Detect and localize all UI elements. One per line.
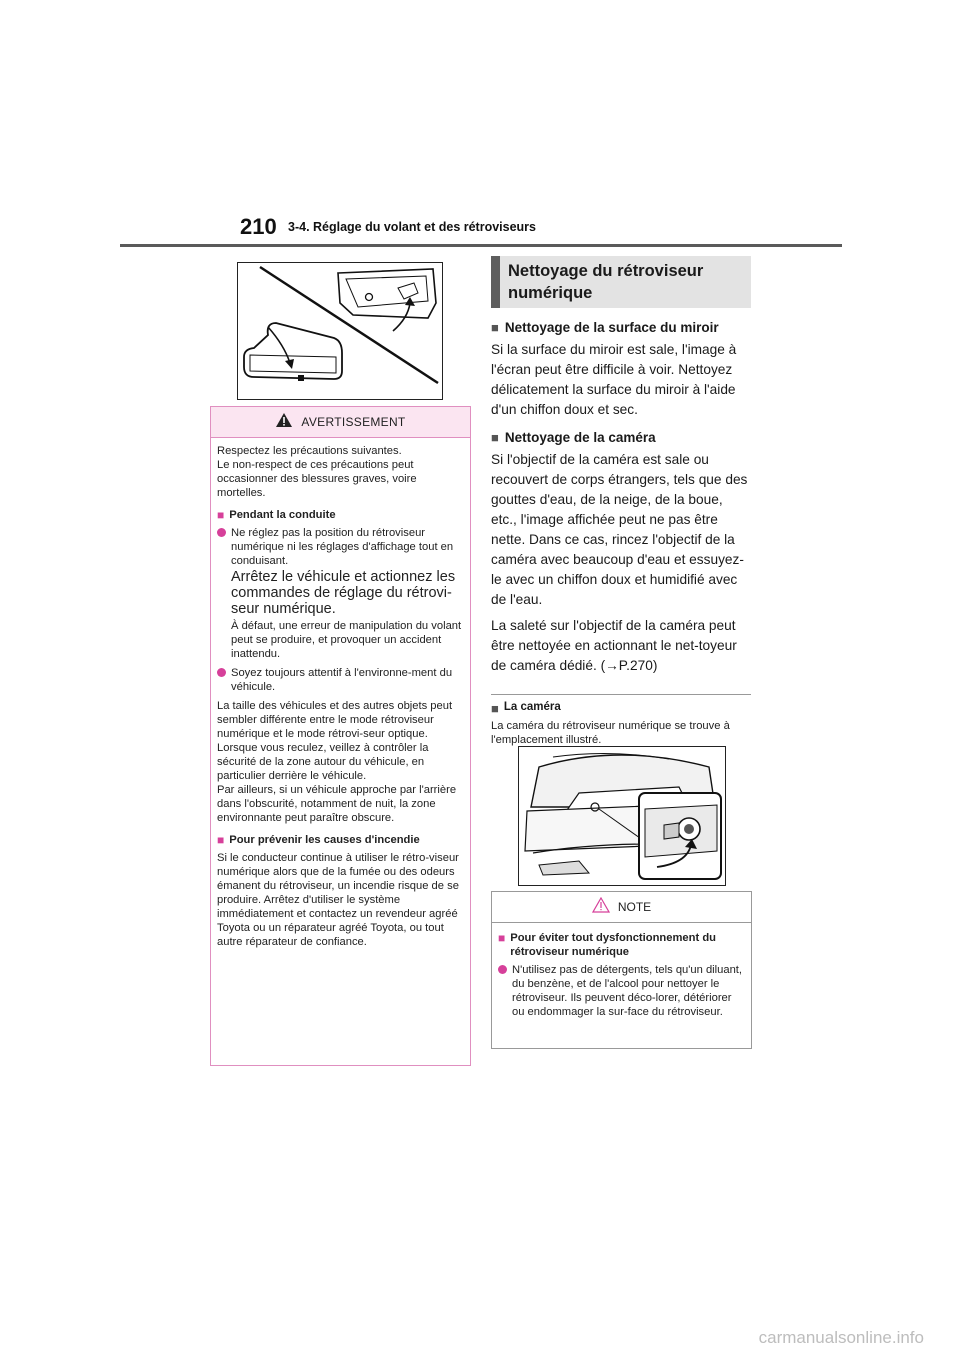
- camera-para2: La saleté sur l'objectif de la caméra peut être nettoyée en actionnant le net-toyeur de caméra dédié. (→P.270): [491, 618, 737, 673]
- warning-intro: [217, 444, 464, 500]
- bullet-dot-icon: [498, 965, 507, 974]
- list-item: [217, 526, 464, 661]
- camera-para1: Si l'objectif de la caméra est sale ou recouvert de corps étrangers, tels que des gouttes d'eau, de la neige, de la boue, etc., l'image affichée peut ne pas être nette. Dans ce cas, rincez l'objectif de la caméra avec beaucoup d'eau et essuyez-le avec un chiffon doux et humidifié avec de l'eau.: [491, 452, 748, 607]
- camera-drawing: [519, 747, 725, 885]
- square-bullet-icon: ■: [498, 931, 506, 945]
- page-number: 210: [240, 214, 277, 239]
- warning-intro-line1: Respectez les précautions suivantes.: [217, 445, 402, 457]
- header-rule: [120, 244, 842, 247]
- location-heading: [491, 701, 751, 716]
- square-bullet-icon: ■: [491, 430, 499, 445]
- square-bullet-icon: ■: [217, 508, 225, 522]
- warning-para3: Par ailleurs, si un véhicule approche par l'arrière dans l'obscurité, notamment de nuit, la zone environnante peut paraître obscure.: [217, 784, 457, 824]
- warning-paragraphs: [217, 699, 464, 825]
- location-para: La caméra du rétroviseur numérique se trouve à l'emplacement illustré.: [491, 720, 730, 746]
- note-bullet-text: N'utilisez pas de détergents, tels qu'un diluant, du benzène, et de l'alcool pour nettoyer le rétroviseur. Ils peuvent déco-lorer, détériorer ou endommager la sur-face du rétroviseur.: [512, 964, 743, 1018]
- mirror-heading: [491, 320, 751, 335]
- warning-header: [211, 407, 470, 438]
- note-title: NOTE: [617, 900, 652, 914]
- driving-heading-text: Pendant la conduite: [229, 509, 336, 521]
- mirror-heading-text: Nettoyage de la surface du miroir: [504, 320, 719, 335]
- running-header: 3-4. Réglage du volant et des rétroviseurs: [288, 220, 536, 234]
- bullet1-line-b: Arrêtez le véhicule et actionnez les commandes de réglage du rétrovi-seur numérique.: [231, 569, 456, 617]
- caution-triangle-icon: [592, 897, 610, 918]
- driving-heading: [217, 508, 464, 522]
- fire-para: Si le conducteur continue à utiliser le rétro-viseur numérique alors que de la fumée ou des odeurs émanent du rétroviseur, un incendie risque de se produire. Arrêtez d'utiliser le système immédiatement et contactez un revendeur agréé Toyota ou un réparateur agréé Toyota, ou tout autre réparateur de confiance.: [217, 852, 459, 948]
- mirror-drawing: [238, 263, 442, 399]
- location-heading-text: La caméra: [503, 701, 561, 713]
- bullet-text: [512, 963, 745, 1019]
- warning-title: AVERTISSEMENT: [301, 415, 406, 429]
- square-bullet-icon: ■: [491, 701, 499, 716]
- bullet2-text: Soyez toujours attentif à l'environne-ment du véhicule.: [231, 667, 453, 693]
- section-title-line1: Nettoyage du rétroviseur: [508, 262, 704, 280]
- camera-illustration: [518, 746, 726, 886]
- bullet-dot-icon: [217, 668, 226, 677]
- warning-body: [211, 438, 470, 949]
- bullet-text: [231, 666, 464, 694]
- note-header: [492, 892, 751, 923]
- note-heading: [498, 931, 745, 959]
- camera-heading: [491, 430, 751, 445]
- fire-heading: [217, 833, 464, 847]
- cleaning-section: [491, 256, 751, 747]
- warning-para2: Lorsque vous reculez, veillez à contrôler la sécurité de la zone autour du véhicule, en particulier derrière le véhicule.: [217, 742, 429, 782]
- mirror-para: Si la surface du miroir est sale, l'image à l'écran peut être difficile à voir. Nettoyez délicatement la surface du miroir à l'aide d'un chiffon doux et sec.: [491, 342, 737, 417]
- bullet-dot-icon: [217, 528, 226, 537]
- list-item: [498, 963, 745, 1019]
- fire-heading-text: Pour prévenir les causes d'incendie: [229, 834, 420, 846]
- square-bullet-icon: ■: [491, 320, 499, 335]
- warning-para1: La taille des véhicules et des autres objets peut sembler différente entre le mode rétroviseur numérique et le mode rétrovi-seur optique.: [217, 700, 453, 740]
- divider: [491, 694, 751, 695]
- note-box: [491, 891, 752, 1049]
- camera-heading-text: Nettoyage de la caméra: [504, 430, 656, 445]
- list-item: [217, 666, 464, 694]
- warning-box: [210, 406, 471, 1066]
- bullet1-line-a: Ne réglez pas la position du rétroviseur numérique ni les réglages d'affichage tout en conduisant.: [231, 527, 454, 567]
- warning-intro-line2: Le non-respect de ces précautions peut occasionner des blessures graves, voire mortelles.: [217, 459, 417, 499]
- warning-triangle-icon: [275, 412, 293, 433]
- note-body: [492, 923, 751, 1019]
- watermark: carmanualsonline.info: [758, 1328, 924, 1347]
- section-title-line2: numérique: [508, 284, 593, 302]
- section-title: [491, 256, 751, 308]
- note-heading-text: Pour éviter tout dysfonctionnement du rétroviseur numérique: [510, 932, 716, 958]
- bullet1-line-c: À défaut, une erreur de manipulation du volant peut se produire, et provoquer un accident inattendu.: [231, 620, 462, 660]
- mirror-illustration: [237, 262, 443, 400]
- bullet-text: [231, 526, 464, 661]
- square-bullet-icon: ■: [217, 833, 225, 847]
